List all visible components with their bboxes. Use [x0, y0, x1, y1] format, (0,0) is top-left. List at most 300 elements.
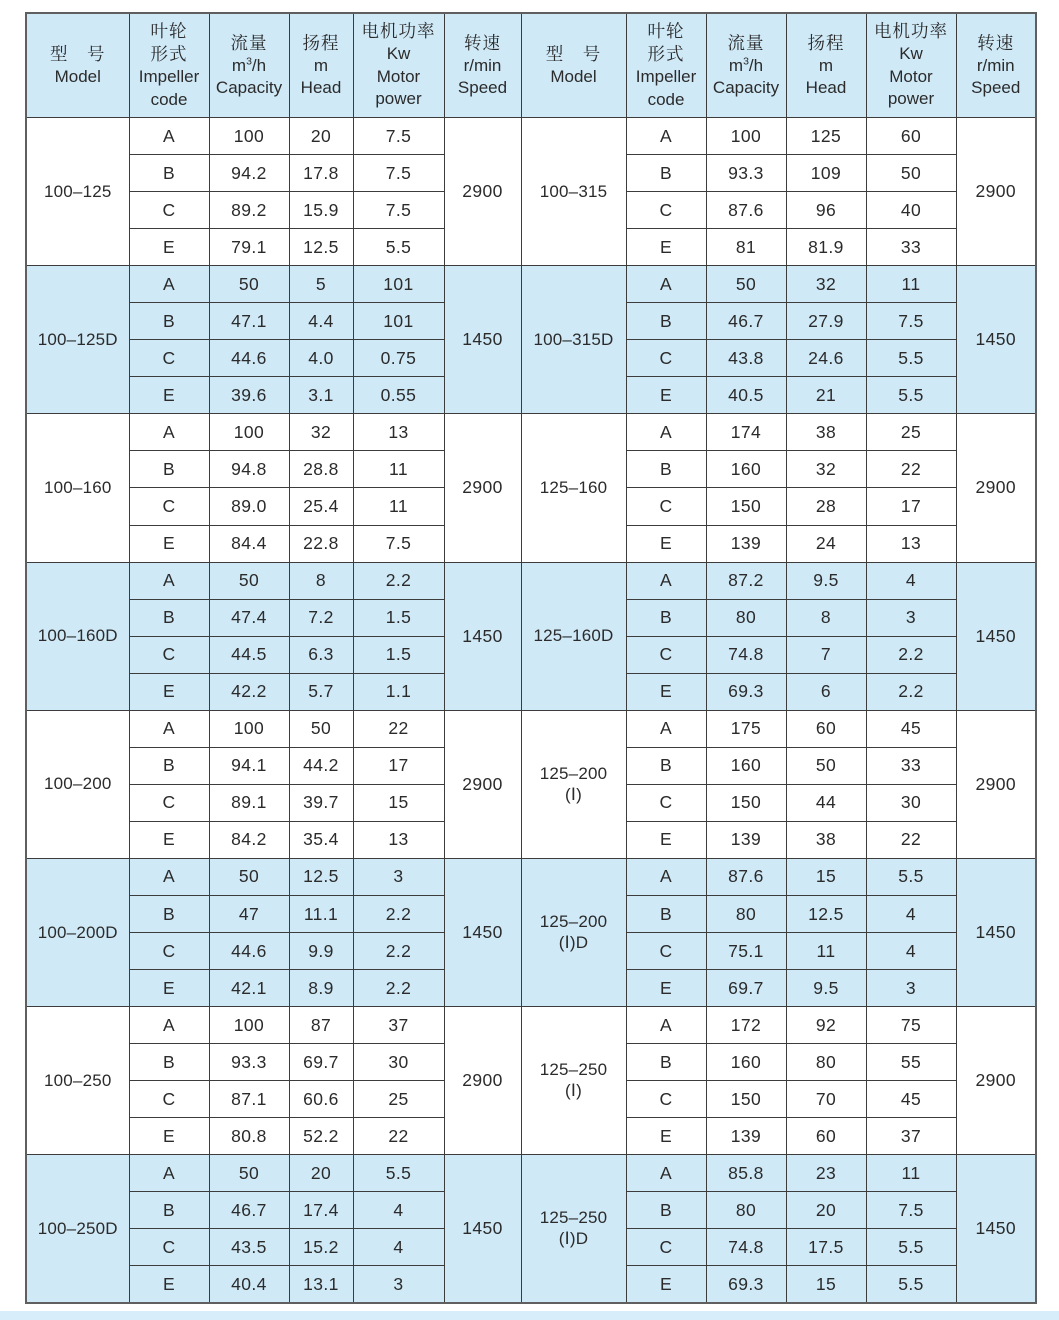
impeller-code-cell: E	[129, 229, 209, 266]
power-cell: 13	[353, 414, 444, 451]
impeller-code-cell: C	[129, 1081, 209, 1118]
model-cell	[521, 858, 626, 1006]
col-header-speed-left	[444, 13, 521, 118]
impeller-code-cell: A	[129, 858, 209, 895]
impeller-code-cell: A	[626, 710, 706, 747]
capacity-cell: 85.8	[706, 1155, 786, 1192]
capacity-cell: 93.3	[209, 1044, 289, 1081]
impeller-code-cell: C	[129, 784, 209, 821]
model-line1: 125–160	[539, 477, 608, 497]
capacity-cell: 87.6	[706, 858, 786, 895]
head-cell: 5.7	[289, 673, 353, 710]
power-cell: 5.5	[866, 1266, 956, 1303]
pump-spec-table	[25, 12, 1037, 1304]
col-header-power-left	[353, 13, 444, 118]
model-line1: 100–315	[539, 181, 608, 201]
table-row	[26, 1007, 1036, 1044]
head-cell: 15	[786, 858, 866, 895]
capacity-cell: 81	[706, 229, 786, 266]
table-row	[26, 1155, 1036, 1192]
model-line1: 100–125	[43, 181, 112, 201]
head-cell: 28	[786, 488, 866, 525]
capacity-cell: 69.3	[706, 673, 786, 710]
head-cell: 87	[289, 1007, 353, 1044]
power-cell: 13	[866, 525, 956, 562]
header-row	[26, 13, 1036, 118]
capacity-cell: 80	[706, 599, 786, 636]
speed-cell: 1450	[444, 562, 521, 710]
speed-cell: 2900	[956, 414, 1036, 562]
capacity-cell: 89.2	[209, 192, 289, 229]
power-cell: 7.5	[353, 525, 444, 562]
capacity-cell: 80	[706, 1192, 786, 1229]
header-impeller-zh2: 形式	[647, 44, 685, 65]
impeller-code-cell: B	[626, 1192, 706, 1229]
impeller-code-cell: E	[626, 525, 706, 562]
model-line1: 125–200	[539, 912, 608, 932]
power-cell: 45	[866, 1081, 956, 1118]
header-model-zh: 型 号	[545, 43, 602, 64]
capacity-cell: 100	[209, 414, 289, 451]
capacity-cell: 47	[209, 895, 289, 932]
impeller-code-cell: A	[129, 562, 209, 599]
power-cell: 4	[866, 895, 956, 932]
capacity-cell: 74.8	[706, 1229, 786, 1266]
head-cell: 60.6	[289, 1081, 353, 1118]
capacity-cell: 139	[706, 1118, 786, 1155]
capacity-cell: 87.6	[706, 192, 786, 229]
impeller-code-cell: A	[626, 266, 706, 303]
model-cell	[521, 266, 626, 414]
speed-cell: 1450	[444, 858, 521, 1006]
power-cell: 75	[866, 1007, 956, 1044]
head-cell: 3.1	[289, 377, 353, 414]
impeller-code-cell: C	[626, 192, 706, 229]
capacity-cell: 160	[706, 1044, 786, 1081]
capacity-cell: 87.1	[209, 1081, 289, 1118]
impeller-code-cell: A	[626, 858, 706, 895]
capacity-cell: 40.4	[209, 1266, 289, 1303]
header-speed-zh: 转速	[464, 32, 501, 53]
impeller-code-cell: B	[129, 895, 209, 932]
bottom-strip	[0, 1311, 1059, 1320]
capacity-cell: 47.1	[209, 303, 289, 340]
model-line1: 100–250D	[37, 1218, 118, 1238]
impeller-code-cell: B	[626, 895, 706, 932]
power-cell: 4	[866, 562, 956, 599]
speed-cell: 2900	[956, 710, 1036, 858]
head-cell: 9.9	[289, 933, 353, 970]
capacity-cell: 100	[209, 710, 289, 747]
impeller-code-cell: A	[129, 1007, 209, 1044]
header-model-en: Model	[54, 66, 101, 86]
capacity-cell: 75.1	[706, 933, 786, 970]
head-cell: 8.9	[289, 970, 353, 1007]
impeller-code-cell: B	[626, 451, 706, 488]
capacity-cell: 160	[706, 451, 786, 488]
table-body	[26, 118, 1036, 1304]
impeller-code-cell: E	[129, 377, 209, 414]
impeller-code-cell: A	[129, 118, 209, 155]
header-head-en: Head	[300, 78, 342, 98]
model-cell	[26, 562, 129, 710]
model-cell	[26, 1155, 129, 1303]
header-power-unit: Kw	[386, 44, 411, 64]
impeller-code-cell: B	[626, 303, 706, 340]
power-cell: 30	[866, 784, 956, 821]
impeller-code-cell: E	[129, 1118, 209, 1155]
col-header-capacity-right	[706, 13, 786, 118]
model-line1: 125–200	[539, 763, 608, 783]
power-cell: 5.5	[866, 377, 956, 414]
power-cell: 1.5	[353, 636, 444, 673]
head-cell: 11	[786, 933, 866, 970]
header-power-zh: 电机功率	[874, 21, 948, 42]
table-row	[26, 710, 1036, 747]
power-cell: 55	[866, 1044, 956, 1081]
capacity-cell: 40.5	[706, 377, 786, 414]
head-cell: 24	[786, 525, 866, 562]
head-cell: 81.9	[786, 229, 866, 266]
power-cell: 101	[353, 266, 444, 303]
head-cell: 32	[786, 451, 866, 488]
capacity-cell: 43.5	[209, 1229, 289, 1266]
capacity-cell: 80.8	[209, 1118, 289, 1155]
capacity-cell: 50	[209, 562, 289, 599]
capacity-cell: 150	[706, 488, 786, 525]
speed-cell: 2900	[444, 414, 521, 562]
capacity-cell: 69.3	[706, 1266, 786, 1303]
power-cell: 2.2	[866, 673, 956, 710]
model-line1: 100–160	[43, 477, 112, 497]
col-header-model-right	[521, 13, 626, 118]
impeller-code-cell: C	[129, 340, 209, 377]
head-cell: 20	[289, 1155, 353, 1192]
power-cell: 7.5	[866, 303, 956, 340]
power-cell: 7.5	[866, 1192, 956, 1229]
impeller-code-cell: B	[626, 599, 706, 636]
head-cell: 17.5	[786, 1229, 866, 1266]
impeller-code-cell: C	[626, 636, 706, 673]
impeller-code-cell: B	[129, 1044, 209, 1081]
power-cell: 37	[866, 1118, 956, 1155]
head-cell: 50	[289, 710, 353, 747]
model-line1: 100–125D	[37, 329, 118, 349]
head-cell: 22.8	[289, 525, 353, 562]
impeller-code-cell: A	[626, 1007, 706, 1044]
capacity-cell: 43.8	[706, 340, 786, 377]
power-cell: 11	[353, 451, 444, 488]
model-line1: 100–315D	[533, 329, 614, 349]
head-cell: 96	[786, 192, 866, 229]
capacity-cell: 84.4	[209, 525, 289, 562]
power-cell: 60	[866, 118, 956, 155]
model-cell	[26, 414, 129, 562]
impeller-code-cell: C	[626, 1081, 706, 1118]
model-cell	[521, 562, 626, 710]
head-cell: 44	[786, 784, 866, 821]
header-power-unit: Kw	[899, 44, 923, 64]
model-cell	[521, 414, 626, 562]
header-impeller-en1: Impeller	[635, 67, 697, 87]
head-cell: 11.1	[289, 895, 353, 932]
model-line1: 125–250	[539, 1208, 608, 1228]
col-header-model-left	[26, 13, 129, 118]
header-impeller-zh2: 形式	[150, 44, 188, 65]
head-cell: 32	[786, 266, 866, 303]
capacity-cell: 42.2	[209, 673, 289, 710]
head-cell: 125	[786, 118, 866, 155]
head-cell: 6	[786, 673, 866, 710]
impeller-code-cell: E	[626, 673, 706, 710]
header-model-zh: 型 号	[50, 43, 106, 64]
col-header-head-right	[786, 13, 866, 118]
impeller-code-cell: B	[626, 1044, 706, 1081]
capacity-cell: 84.2	[209, 821, 289, 858]
head-cell: 92	[786, 1007, 866, 1044]
impeller-code-cell: A	[129, 266, 209, 303]
impeller-code-cell: C	[129, 1229, 209, 1266]
power-cell: 15	[353, 784, 444, 821]
power-cell: 33	[866, 229, 956, 266]
col-header-head-left	[289, 13, 353, 118]
table-row	[26, 118, 1036, 155]
power-cell: 2.2	[353, 895, 444, 932]
power-cell: 5.5	[866, 340, 956, 377]
model-cell	[521, 118, 626, 266]
power-cell: 50	[866, 155, 956, 192]
capacity-cell: 139	[706, 821, 786, 858]
head-cell: 60	[786, 710, 866, 747]
capacity-cell: 139	[706, 525, 786, 562]
head-cell: 25.4	[289, 488, 353, 525]
header-power-zh: 电机功率	[361, 21, 436, 42]
power-cell: 22	[866, 821, 956, 858]
impeller-code-cell: B	[626, 747, 706, 784]
capacity-cell: 150	[706, 784, 786, 821]
impeller-code-cell: A	[129, 710, 209, 747]
power-cell: 4	[866, 933, 956, 970]
head-cell: 7	[786, 636, 866, 673]
model-line1: 100–250	[43, 1070, 112, 1090]
power-cell: 4	[353, 1229, 444, 1266]
impeller-code-cell: A	[626, 118, 706, 155]
header-power-en1: Motor	[889, 66, 933, 86]
model-line1: 100–200D	[37, 922, 118, 942]
head-cell: 12.5	[289, 229, 353, 266]
impeller-code-cell: E	[129, 525, 209, 562]
capacity-cell: 89.0	[209, 488, 289, 525]
head-cell: 15	[786, 1266, 866, 1303]
power-cell: 22	[353, 1118, 444, 1155]
header-capacity-zh: 流量	[727, 32, 765, 53]
speed-cell: 1450	[444, 266, 521, 414]
header-speed-zh: 转速	[977, 32, 1015, 53]
capacity-cell: 69.7	[706, 970, 786, 1007]
impeller-code-cell: A	[129, 414, 209, 451]
impeller-code-cell: C	[626, 933, 706, 970]
power-cell: 25	[866, 414, 956, 451]
power-cell: 7.5	[353, 192, 444, 229]
power-cell: 5.5	[866, 1229, 956, 1266]
capacity-cell: 94.2	[209, 155, 289, 192]
speed-cell: 2900	[444, 1007, 521, 1155]
impeller-code-cell: E	[626, 1266, 706, 1303]
head-cell: 4.0	[289, 340, 353, 377]
header-impeller-zh1: 叶轮	[647, 20, 685, 41]
impeller-code-cell: E	[626, 970, 706, 1007]
impeller-code-cell: C	[626, 784, 706, 821]
header-capacity-en: Capacity	[215, 78, 283, 98]
power-cell: 22	[866, 451, 956, 488]
capacity-cell: 42.1	[209, 970, 289, 1007]
power-cell: 22	[353, 710, 444, 747]
header-head-unit: m	[313, 55, 329, 75]
speed-cell: 1450	[956, 1155, 1036, 1303]
capacity-cell: 89.1	[209, 784, 289, 821]
header-head-en: Head	[805, 78, 847, 98]
table-header	[26, 13, 1036, 118]
model-line1: 125–250	[539, 1060, 608, 1080]
impeller-code-cell: E	[626, 1118, 706, 1155]
power-cell: 40	[866, 192, 956, 229]
power-cell: 2.2	[353, 970, 444, 1007]
head-cell: 23	[786, 1155, 866, 1192]
head-cell: 109	[786, 155, 866, 192]
col-header-speed-right	[956, 13, 1036, 118]
head-cell: 52.2	[289, 1118, 353, 1155]
impeller-code-cell: B	[129, 747, 209, 784]
power-cell: 11	[866, 266, 956, 303]
capacity-cell: 100	[209, 118, 289, 155]
power-cell: 1.1	[353, 673, 444, 710]
header-speed-en: Speed	[457, 78, 508, 98]
head-cell: 32	[289, 414, 353, 451]
capacity-cell: 44.5	[209, 636, 289, 673]
head-cell: 17.4	[289, 1192, 353, 1229]
head-cell: 12.5	[289, 858, 353, 895]
power-cell: 3	[353, 858, 444, 895]
impeller-code-cell: E	[626, 229, 706, 266]
impeller-code-cell: B	[129, 155, 209, 192]
power-cell: 17	[866, 488, 956, 525]
capacity-cell: 100	[209, 1007, 289, 1044]
capacity-cell: 50	[706, 266, 786, 303]
power-cell: 11	[353, 488, 444, 525]
head-cell: 15.9	[289, 192, 353, 229]
impeller-code-cell: E	[129, 970, 209, 1007]
power-cell: 7.5	[353, 118, 444, 155]
impeller-code-cell: B	[129, 303, 209, 340]
head-cell: 8	[786, 599, 866, 636]
capacity-cell: 46.7	[706, 303, 786, 340]
speed-cell: 1450	[956, 858, 1036, 1006]
capacity-cell: 160	[706, 747, 786, 784]
head-cell: 38	[786, 414, 866, 451]
header-power-en2: power	[375, 89, 422, 109]
capacity-cell: 93.3	[706, 155, 786, 192]
impeller-code-cell: B	[129, 451, 209, 488]
col-header-power-right	[866, 13, 956, 118]
head-cell: 80	[786, 1044, 866, 1081]
col-header-capacity-left	[209, 13, 289, 118]
capacity-cell: 94.8	[209, 451, 289, 488]
power-cell: 33	[866, 747, 956, 784]
head-cell: 13.1	[289, 1266, 353, 1303]
model-cell	[26, 118, 129, 266]
power-cell: 5.5	[353, 229, 444, 266]
speed-cell: 2900	[444, 118, 521, 266]
model-line1: 125–160D	[533, 626, 614, 646]
model-line2: (Ⅰ)	[565, 1081, 582, 1101]
power-cell: 3	[866, 599, 956, 636]
head-cell: 20	[289, 118, 353, 155]
head-cell: 28.8	[289, 451, 353, 488]
head-cell: 21	[786, 377, 866, 414]
head-cell: 70	[786, 1081, 866, 1118]
head-cell: 20	[786, 1192, 866, 1229]
speed-cell: 1450	[444, 1155, 521, 1303]
impeller-code-cell: B	[626, 155, 706, 192]
capacity-cell: 79.1	[209, 229, 289, 266]
capacity-cell: 87.2	[706, 562, 786, 599]
capacity-cell: 74.8	[706, 636, 786, 673]
header-model-en: Model	[550, 66, 597, 86]
capacity-cell: 39.6	[209, 377, 289, 414]
header-head-unit: m	[818, 55, 834, 75]
header-impeller-en2: code	[647, 89, 685, 109]
capacity-cell: 150	[706, 1081, 786, 1118]
power-cell: 3	[353, 1266, 444, 1303]
power-cell: 101	[353, 303, 444, 340]
model-line2: (Ⅰ)	[565, 784, 582, 804]
power-cell: 13	[353, 821, 444, 858]
capacity-cell: 44.6	[209, 933, 289, 970]
power-cell: 7.5	[353, 155, 444, 192]
head-cell: 38	[786, 821, 866, 858]
table-row	[26, 858, 1036, 895]
header-speed-unit: r/min	[463, 55, 502, 75]
power-cell: 2.2	[353, 933, 444, 970]
impeller-code-cell: E	[626, 821, 706, 858]
impeller-code-cell: C	[129, 192, 209, 229]
model-cell	[26, 266, 129, 414]
impeller-code-cell: C	[129, 933, 209, 970]
speed-cell: 2900	[444, 710, 521, 858]
head-cell: 15.2	[289, 1229, 353, 1266]
capacity-cell: 50	[209, 858, 289, 895]
header-power-en2: power	[887, 89, 935, 109]
power-cell: 3	[866, 970, 956, 1007]
impeller-code-cell: B	[129, 599, 209, 636]
model-cell	[26, 858, 129, 1006]
impeller-code-cell: E	[626, 377, 706, 414]
head-cell: 9.5	[786, 970, 866, 1007]
impeller-code-cell: A	[626, 414, 706, 451]
power-cell: 45	[866, 710, 956, 747]
power-cell: 2.2	[353, 562, 444, 599]
model-cell	[26, 710, 129, 858]
capacity-cell: 47.4	[209, 599, 289, 636]
impeller-code-cell: E	[129, 821, 209, 858]
head-cell: 69.7	[289, 1044, 353, 1081]
speed-cell: 2900	[956, 118, 1036, 266]
head-cell: 9.5	[786, 562, 866, 599]
head-cell: 8	[289, 562, 353, 599]
model-line2: (Ⅰ)D	[558, 933, 589, 953]
power-cell: 11	[866, 1155, 956, 1192]
model-cell	[26, 1007, 129, 1155]
